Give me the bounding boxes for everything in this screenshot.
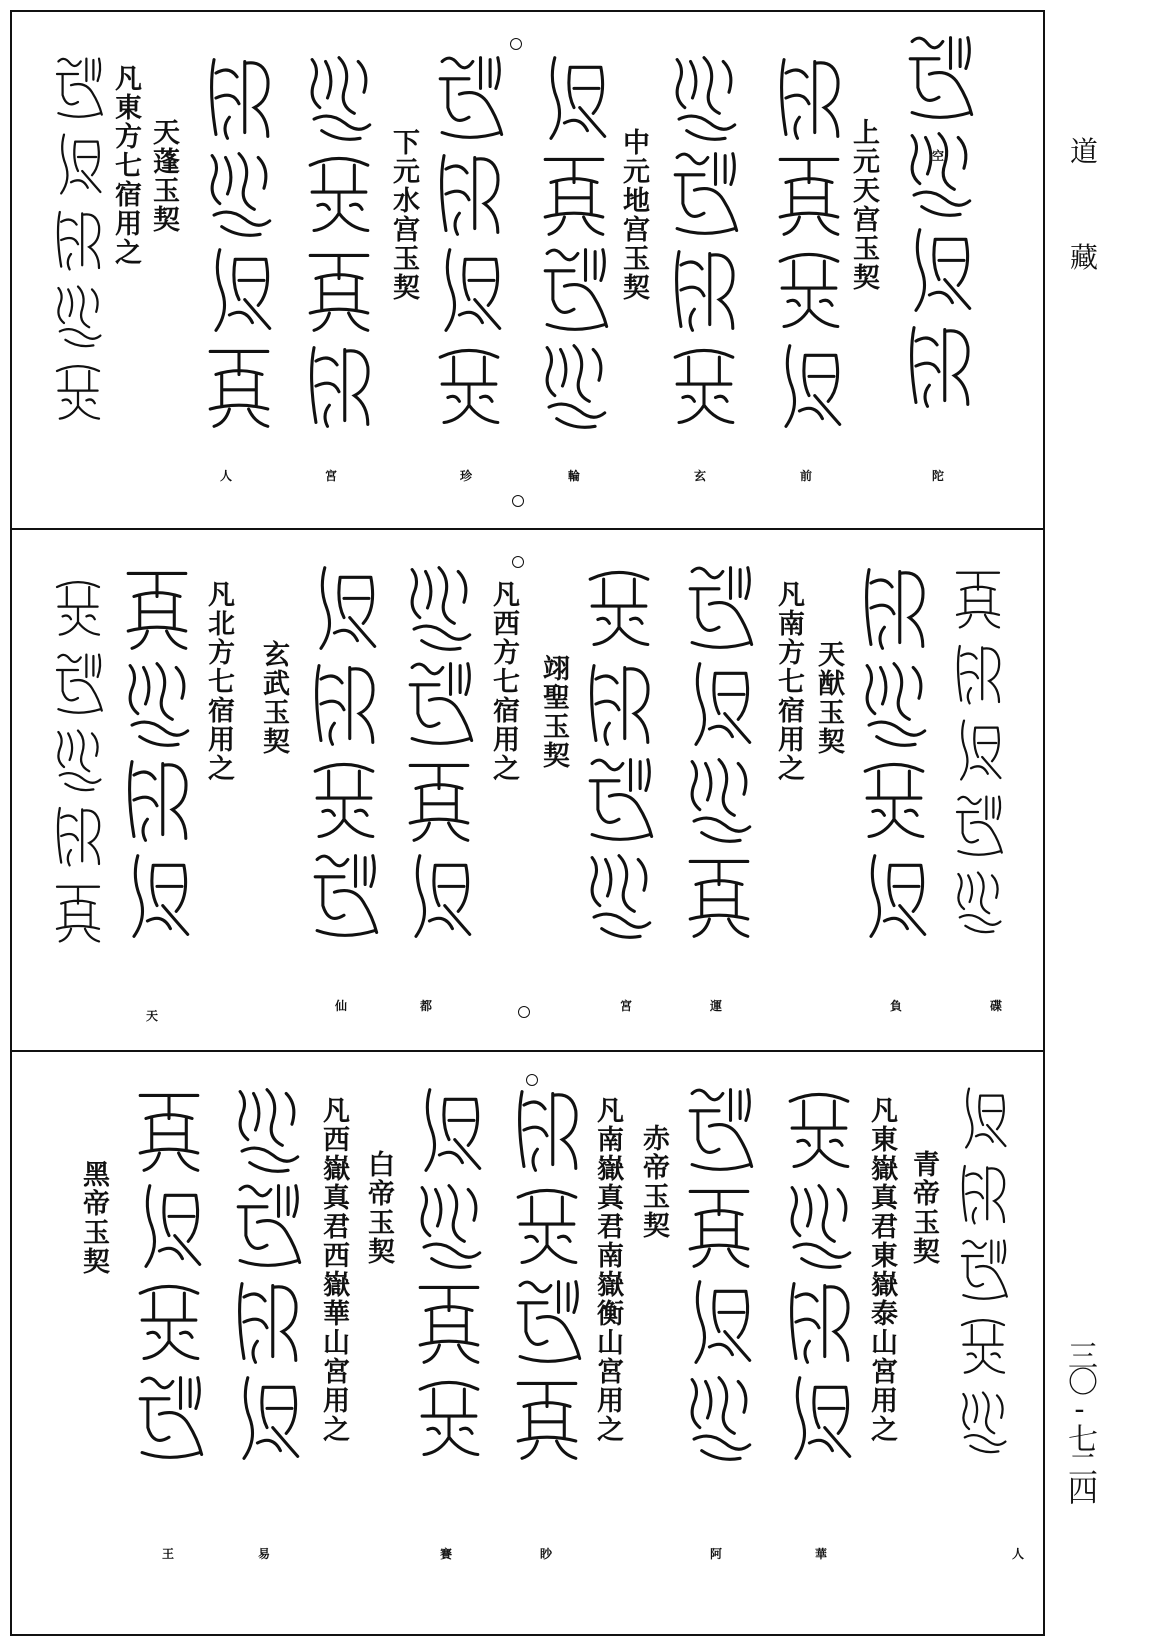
talisman-glyph	[955, 1308, 1011, 1384]
talisman-glyph	[200, 146, 278, 242]
glyph-note: 負	[890, 999, 903, 1013]
glyph-note: 阿	[710, 1547, 723, 1561]
glyph-note: 碟	[990, 999, 1003, 1013]
circle-mark	[512, 556, 524, 568]
talisman-glyph	[50, 50, 106, 126]
margin-title-top: 道	[1070, 135, 1099, 168]
talisman-glyph	[50, 646, 106, 722]
talisman-glyph	[900, 318, 978, 414]
talisman-glyph	[665, 50, 743, 146]
caption-zhongyuan: 中元地宫玉契	[618, 128, 649, 302]
section-divider	[10, 1050, 1045, 1052]
talisman-glyph	[680, 1082, 758, 1178]
talisman-glyph	[130, 1370, 208, 1466]
talisman-glyph	[400, 752, 478, 848]
talisman-glyph	[680, 656, 758, 752]
talisman-glyph	[665, 242, 743, 338]
talisman-glyph	[680, 752, 758, 848]
talisman-glyph-column	[305, 560, 383, 944]
caption-chidi: 赤帝玉契	[638, 1124, 669, 1240]
talisman-glyph	[508, 1274, 586, 1370]
talisman-glyph-column	[410, 1082, 488, 1466]
talisman-glyph	[770, 242, 848, 338]
talisman-glyph-column	[950, 560, 1006, 940]
talisman-glyph	[410, 1370, 488, 1466]
talisman-glyph	[900, 126, 978, 222]
talisman-glyph	[50, 354, 106, 430]
talisman-glyph	[680, 1370, 758, 1466]
talisman-glyph	[130, 1274, 208, 1370]
talisman-glyph-column	[400, 560, 478, 944]
glyph-note: 仙	[335, 999, 348, 1013]
talisman-glyph-column	[535, 50, 613, 434]
caption-dongfang: 凡東方七宿用之	[110, 64, 141, 267]
talisman-glyph	[430, 146, 508, 242]
glyph-note: 華	[815, 1547, 828, 1561]
caption-xiayuan: 下元水宫玉契	[388, 128, 419, 302]
circle-mark	[518, 1006, 530, 1018]
talisman-glyph	[130, 1178, 208, 1274]
talisman-glyph	[305, 848, 383, 944]
talisman-glyph	[430, 338, 508, 434]
talisman-glyph	[300, 242, 378, 338]
glyph-note: 眇	[540, 1547, 553, 1561]
talisman-glyph	[228, 1178, 306, 1274]
talisman-glyph	[50, 278, 106, 354]
caption-xuanwu: 玄武玉契	[258, 640, 289, 756]
talisman-glyph	[580, 848, 658, 944]
talisman-glyph-column	[855, 560, 933, 944]
talisman-glyph	[770, 338, 848, 434]
talisman-glyph	[118, 656, 196, 752]
talisman-glyph	[410, 1082, 488, 1178]
talisman-glyph-column	[770, 50, 848, 434]
talisman-glyph	[410, 1274, 488, 1370]
talisman-glyph	[780, 1178, 858, 1274]
caption-tianpeng: 天蓬玉契	[148, 118, 179, 234]
talisman-glyph	[900, 30, 978, 126]
talisman-glyph	[508, 1370, 586, 1466]
caption-tianyou: 天猷玉契	[813, 640, 844, 756]
talisman-glyph	[780, 1370, 858, 1466]
talisman-glyph	[200, 50, 278, 146]
talisman-glyph	[535, 146, 613, 242]
talisman-glyph	[400, 656, 478, 752]
talisman-glyph	[580, 560, 658, 656]
talisman-glyph	[955, 1384, 1011, 1460]
talisman-glyph-column	[228, 1082, 306, 1466]
margin-title-bottom: 藏	[1070, 241, 1099, 274]
talisman-glyph	[400, 848, 478, 944]
talisman-glyph	[50, 798, 106, 874]
talisman-glyph	[855, 560, 933, 656]
talisman-glyph	[50, 570, 106, 646]
talisman-glyph	[200, 242, 278, 338]
talisman-glyph-column	[508, 1082, 586, 1466]
talisman-glyph-column	[200, 50, 278, 434]
talisman-glyph	[955, 1232, 1011, 1308]
talisman-glyph-column	[680, 1082, 758, 1466]
talisman-glyph	[300, 338, 378, 434]
glyph-note: 宮	[325, 469, 338, 483]
talisman-glyph	[665, 338, 743, 434]
glyph-note: 天	[146, 1009, 159, 1023]
circle-mark	[510, 38, 522, 50]
talisman-glyph	[118, 752, 196, 848]
glyph-note: 人	[220, 469, 233, 483]
talisman-glyph	[430, 50, 508, 146]
talisman-glyph	[955, 1156, 1011, 1232]
talisman-glyph	[305, 560, 383, 656]
talisman-glyph	[508, 1082, 586, 1178]
talisman-glyph	[950, 560, 1006, 636]
talisman-glyph	[580, 656, 658, 752]
talisman-glyph	[430, 242, 508, 338]
talisman-glyph	[50, 874, 106, 950]
talisman-glyph	[50, 126, 106, 202]
talisman-glyph	[300, 50, 378, 146]
talisman-glyph	[50, 722, 106, 798]
talisman-glyph	[780, 1274, 858, 1370]
talisman-glyph-column	[680, 560, 758, 944]
glyph-note: 空	[932, 149, 945, 163]
talisman-glyph	[855, 848, 933, 944]
glyph-note: 珍	[460, 469, 473, 483]
page-number: 三〇-七二四	[1062, 1340, 1097, 1501]
talisman-glyph	[855, 656, 933, 752]
talisman-glyph	[535, 50, 613, 146]
talisman-glyph	[665, 146, 743, 242]
talisman-glyph-column	[900, 30, 978, 414]
talisman-glyph	[130, 1082, 208, 1178]
talisman-glyph	[855, 752, 933, 848]
talisman-glyph-column	[955, 1080, 1011, 1460]
talisman-glyph	[770, 50, 848, 146]
talisman-glyph	[118, 848, 196, 944]
glyph-note: 人	[1012, 1547, 1025, 1561]
glyph-note: 宮	[620, 999, 633, 1013]
talisman-glyph	[950, 788, 1006, 864]
caption-xiyue: 凡西嶽真君西嶽華山宮用之	[318, 1096, 349, 1444]
caption-baidi: 白帝玉契	[363, 1150, 394, 1266]
glyph-note: 王	[162, 1547, 175, 1561]
caption-qingdi: 青帝玉契	[908, 1150, 939, 1266]
caption-nanfang: 凡南方七宿用之	[773, 580, 804, 783]
talisman-glyph-column	[50, 570, 106, 950]
talisman-glyph-column	[50, 50, 106, 430]
glyph-note: 賽	[440, 1547, 453, 1561]
talisman-glyph-column	[580, 560, 658, 944]
talisman-glyph	[770, 146, 848, 242]
circle-mark	[526, 1074, 538, 1086]
caption-beifang: 凡北方七宿用之	[203, 580, 234, 783]
talisman-glyph	[400, 560, 478, 656]
section-divider	[10, 528, 1045, 530]
talisman-glyph	[680, 848, 758, 944]
talisman-glyph	[228, 1082, 306, 1178]
talisman-glyph-column	[430, 50, 508, 434]
talisman-glyph	[950, 864, 1006, 940]
glyph-note: 易	[258, 1547, 271, 1561]
talisman-glyph-column	[665, 50, 743, 434]
glyph-note: 前	[800, 469, 813, 483]
glyph-note: 都	[420, 999, 433, 1013]
talisman-glyph	[228, 1370, 306, 1466]
caption-nanyue: 凡南嶽真君南嶽衡山宮用之	[592, 1096, 623, 1444]
talisman-glyph	[680, 560, 758, 656]
talisman-glyph-column	[780, 1082, 858, 1466]
talisman-glyph	[508, 1178, 586, 1274]
caption-yisheng: 翊聖玉契	[538, 654, 569, 770]
talisman-glyph	[50, 202, 106, 278]
talisman-glyph	[950, 712, 1006, 788]
talisman-glyph	[118, 560, 196, 656]
talisman-glyph	[680, 1274, 758, 1370]
glyph-note: 玄	[694, 469, 707, 483]
glyph-note: 輪	[568, 469, 581, 483]
caption-dongyue: 凡東嶽真君東嶽泰山宮用之	[866, 1096, 897, 1444]
talisman-glyph	[900, 222, 978, 318]
talisman-glyph	[580, 752, 658, 848]
talisman-glyph	[300, 146, 378, 242]
talisman-glyph	[200, 338, 278, 434]
talisman-glyph	[955, 1080, 1011, 1156]
talisman-glyph	[780, 1082, 858, 1178]
talisman-glyph-column	[118, 560, 196, 944]
circle-mark	[512, 495, 524, 507]
caption-xifang: 凡西方七宿用之	[488, 580, 519, 783]
glyph-note: 陀	[932, 469, 945, 483]
caption-shangyuan: 上元天宫玉契	[848, 118, 879, 292]
talisman-glyph	[305, 656, 383, 752]
talisman-glyph	[410, 1178, 488, 1274]
talisman-glyph-column	[130, 1082, 208, 1466]
talisman-glyph-column	[300, 50, 378, 434]
talisman-glyph	[228, 1274, 306, 1370]
talisman-glyph	[305, 752, 383, 848]
glyph-note: 運	[710, 999, 723, 1013]
talisman-glyph	[950, 636, 1006, 712]
talisman-glyph	[535, 338, 613, 434]
caption-heidi: 黑帝玉契	[78, 1160, 109, 1276]
talisman-glyph	[535, 242, 613, 338]
talisman-glyph	[680, 1178, 758, 1274]
